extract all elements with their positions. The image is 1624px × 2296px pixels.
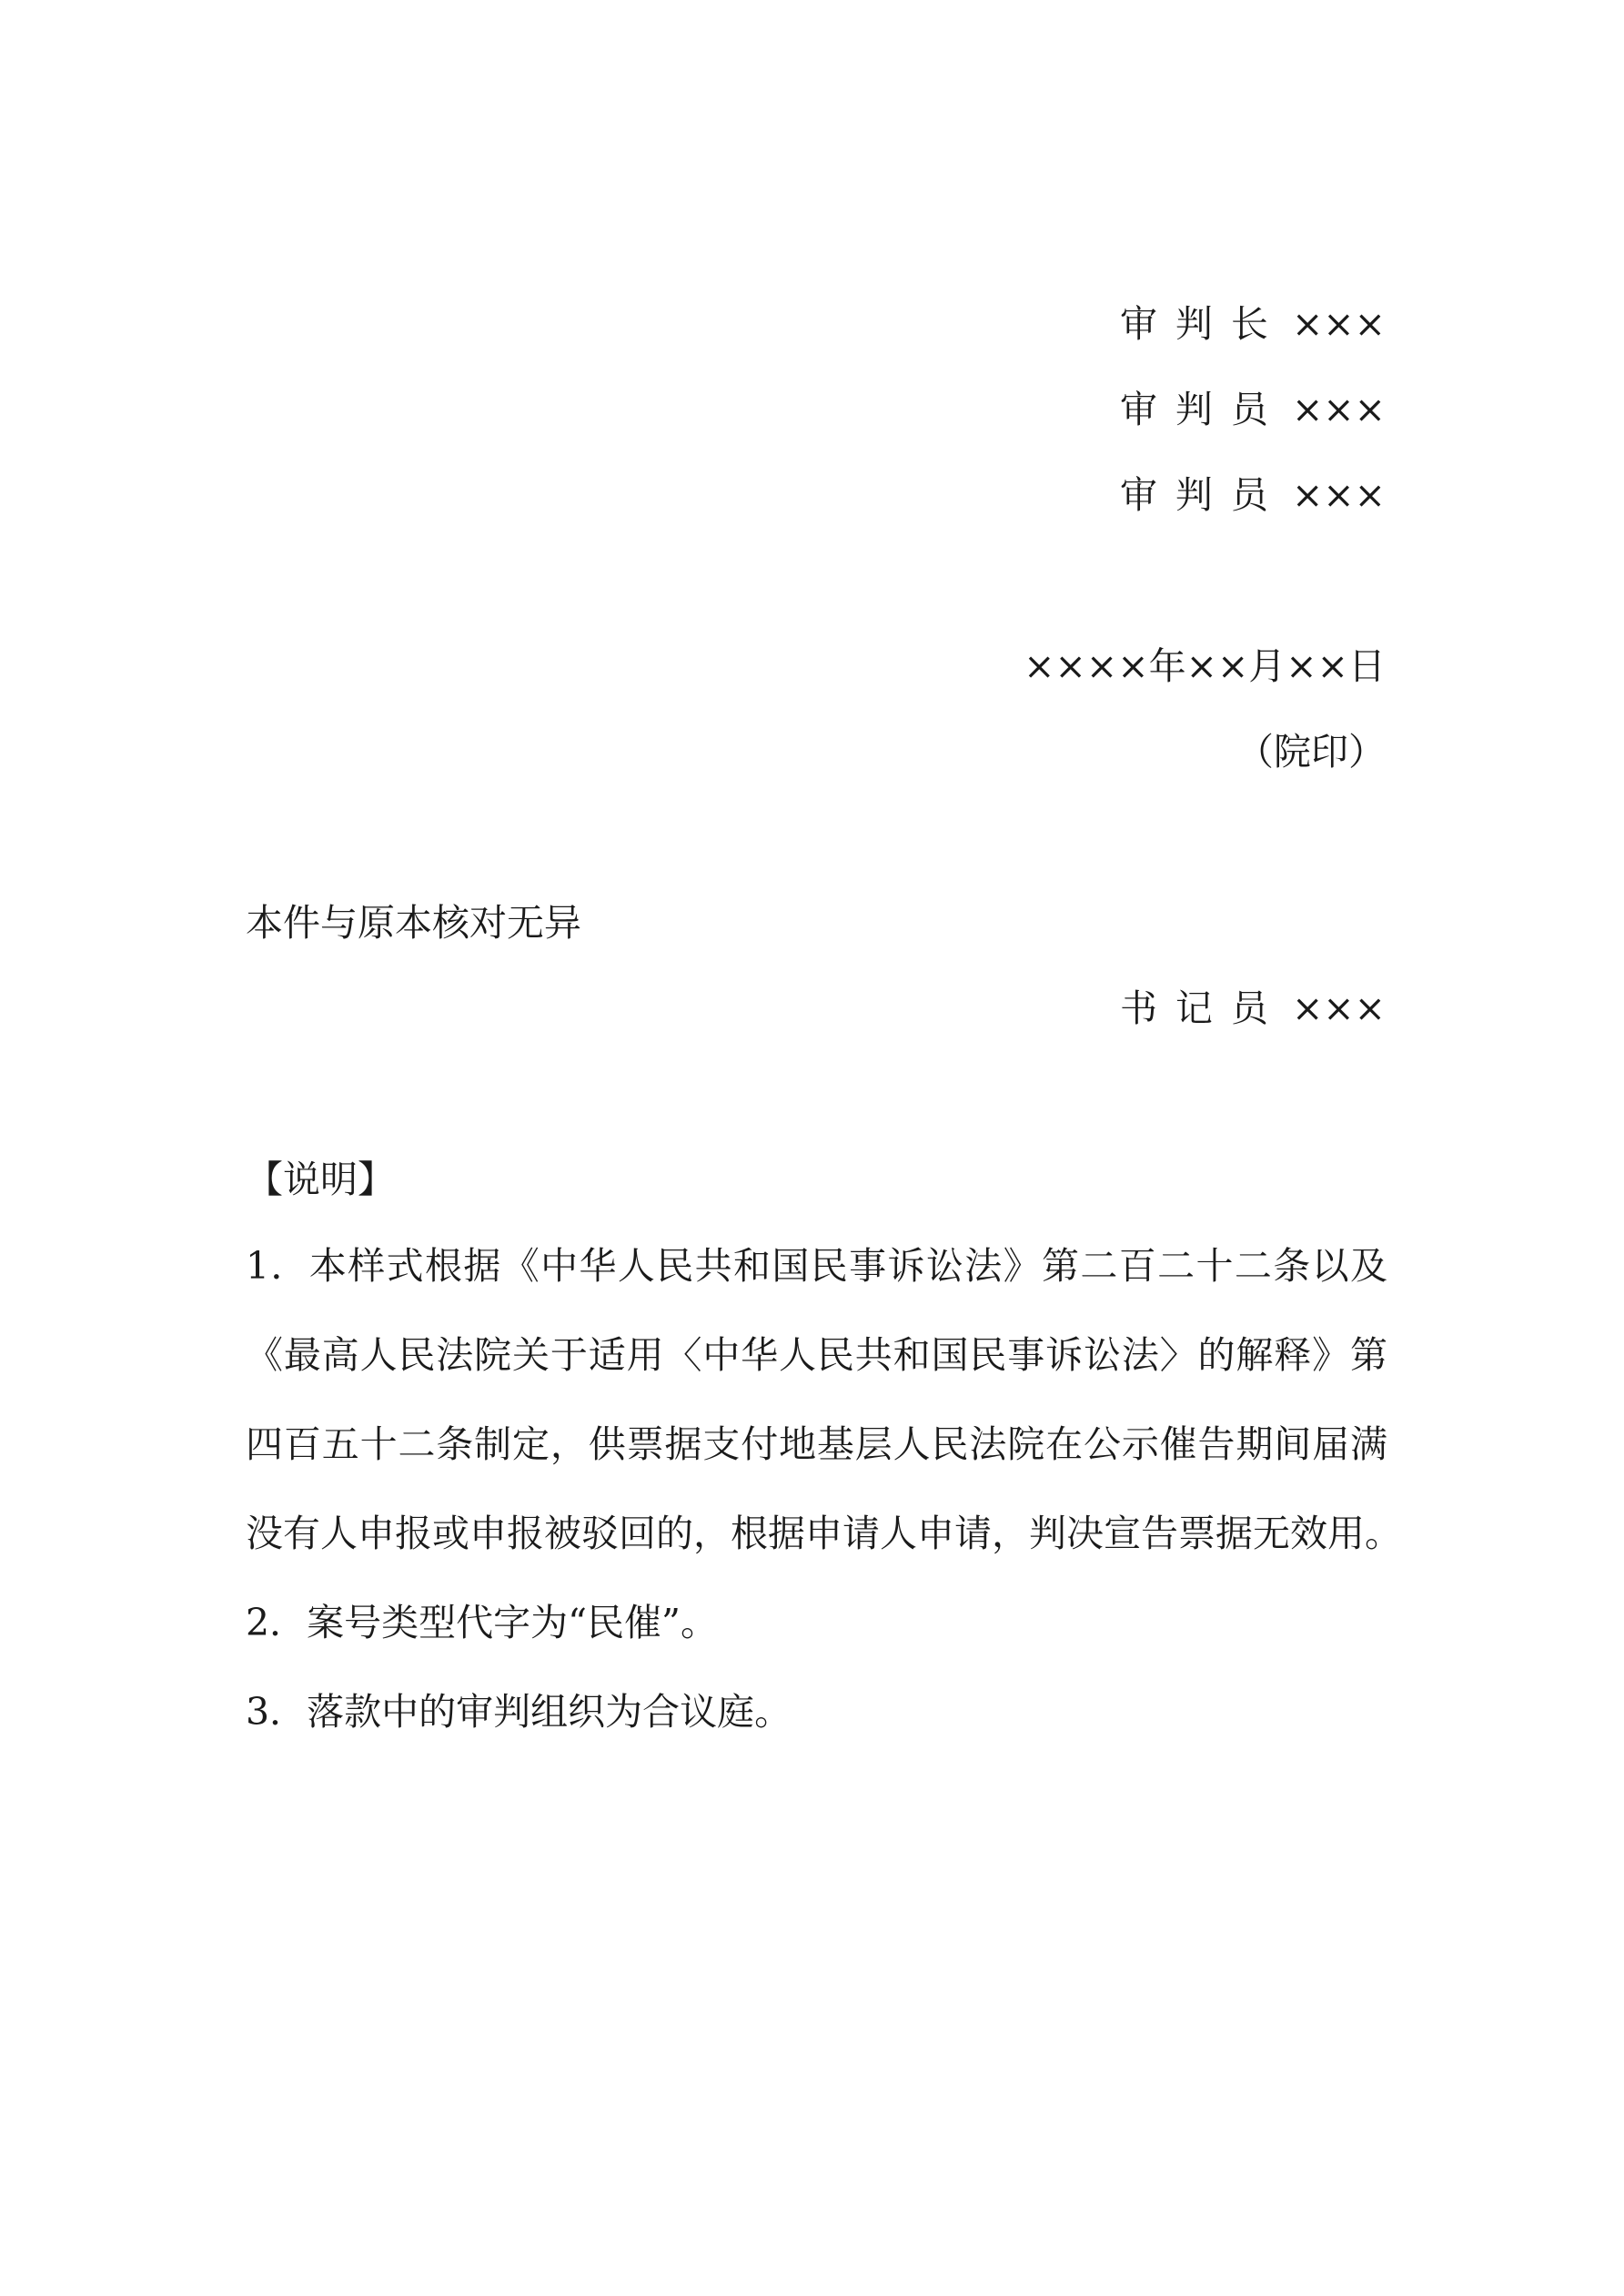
notes-heading: 【说明】	[246, 1158, 395, 1201]
signature-name: ×××	[1291, 986, 1386, 1030]
signature-judge-2	[1119, 473, 1386, 517]
signature-title: 书记员	[1119, 986, 1286, 1030]
verification-statement: 本件与原本核对无异	[246, 901, 581, 945]
signature-clerk	[1119, 986, 1386, 1030]
note-line: 四百五十二条制定，供票据支付地基层人民法院在公示催告期间届满	[246, 1422, 1387, 1466]
court-seal-note: （院印）	[1236, 730, 1386, 774]
signature-title: 审判员	[1119, 388, 1286, 431]
signature-presiding-judge	[1119, 302, 1386, 346]
note-line: 没有人申报或申报被驳回的，根据申请人申请，判决宣告票据无效用。	[246, 1512, 1402, 1555]
note-line: 《最高人民法院关于适用〈中华人民共和国民事诉讼法〉的解释》第	[246, 1333, 1387, 1377]
note-item-3: 3．落款中的审判组织为合议庭。	[246, 1690, 792, 1734]
signature-name: ×××	[1291, 473, 1386, 517]
note-item-2: 2．案号类型代字为“民催”。	[246, 1601, 719, 1644]
judgment-date: ××××年××月××日	[1024, 644, 1386, 688]
signature-name: ×××	[1291, 302, 1386, 346]
signature-title: 审判员	[1119, 473, 1286, 517]
signature-title: 审判长	[1119, 302, 1286, 346]
signature-name: ×××	[1291, 388, 1386, 431]
note-line: 1．本样式根据《中华人民共和国民事诉讼法》第二百二十二条以及	[246, 1244, 1387, 1288]
signature-judge-1	[1119, 388, 1386, 431]
note-item-1	[246, 1221, 1402, 1578]
